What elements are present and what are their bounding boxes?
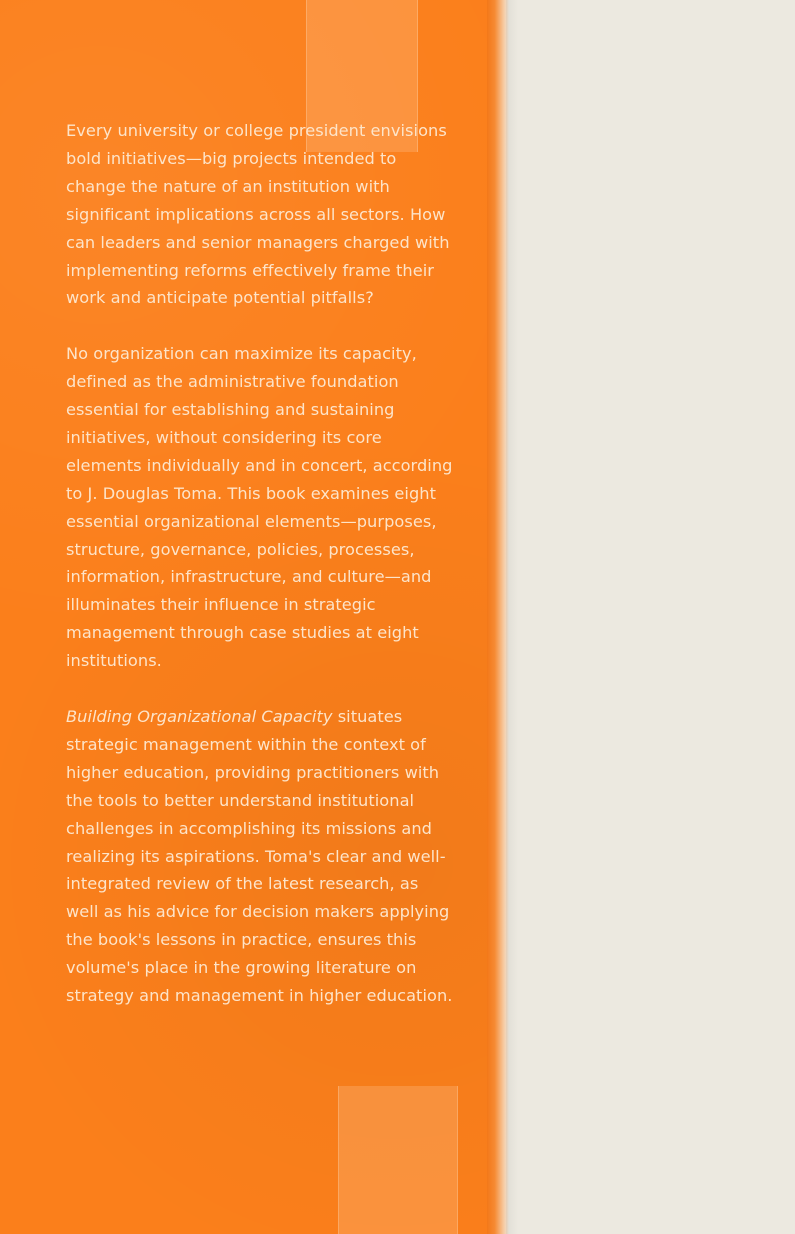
page-gutter-shadow [506, 0, 518, 1234]
book-title: Building Organizational Capacity [66, 707, 333, 726]
blurb-paragraph-1: Every university or college president envisions bold initiatives—big projects intended to change the nature of an institution with significant implications across all sectors. How can leaders and senior managers charged with implementing reforms effectively frame their work and anticipate potential pitfalls? [66, 121, 450, 308]
blurb-paragraph-3-text: situates strategic management within the context of higher education, providing practitioners with the tools to better understand institutional challenges in accomplishing its missions and realizing its aspirations. Toma's clear and well-integrated review of the latest research, as well as his advice for decision makers applying the book's lessons in practice, ensures this volume's place in the growing literature on strategy and management in higher education. [66, 707, 453, 1006]
tape-strip-bottom [338, 1086, 458, 1234]
blurb-paragraph-3 [66, 703, 454, 1010]
back-cover-blurb [66, 117, 454, 1038]
blurb-paragraph-2: No organization can maximize its capacity, defined as the administrative foundation essential for establishing and sustaining initiatives, without considering its core elements individually and in concert, according to J. Douglas Toma. This book examines eight essential organizational elements—purposes, structure, governance, policies, processes, information, infrastructure, and culture—and illuminates their influence in strategic management through case studies at eight institutions. [66, 344, 453, 671]
